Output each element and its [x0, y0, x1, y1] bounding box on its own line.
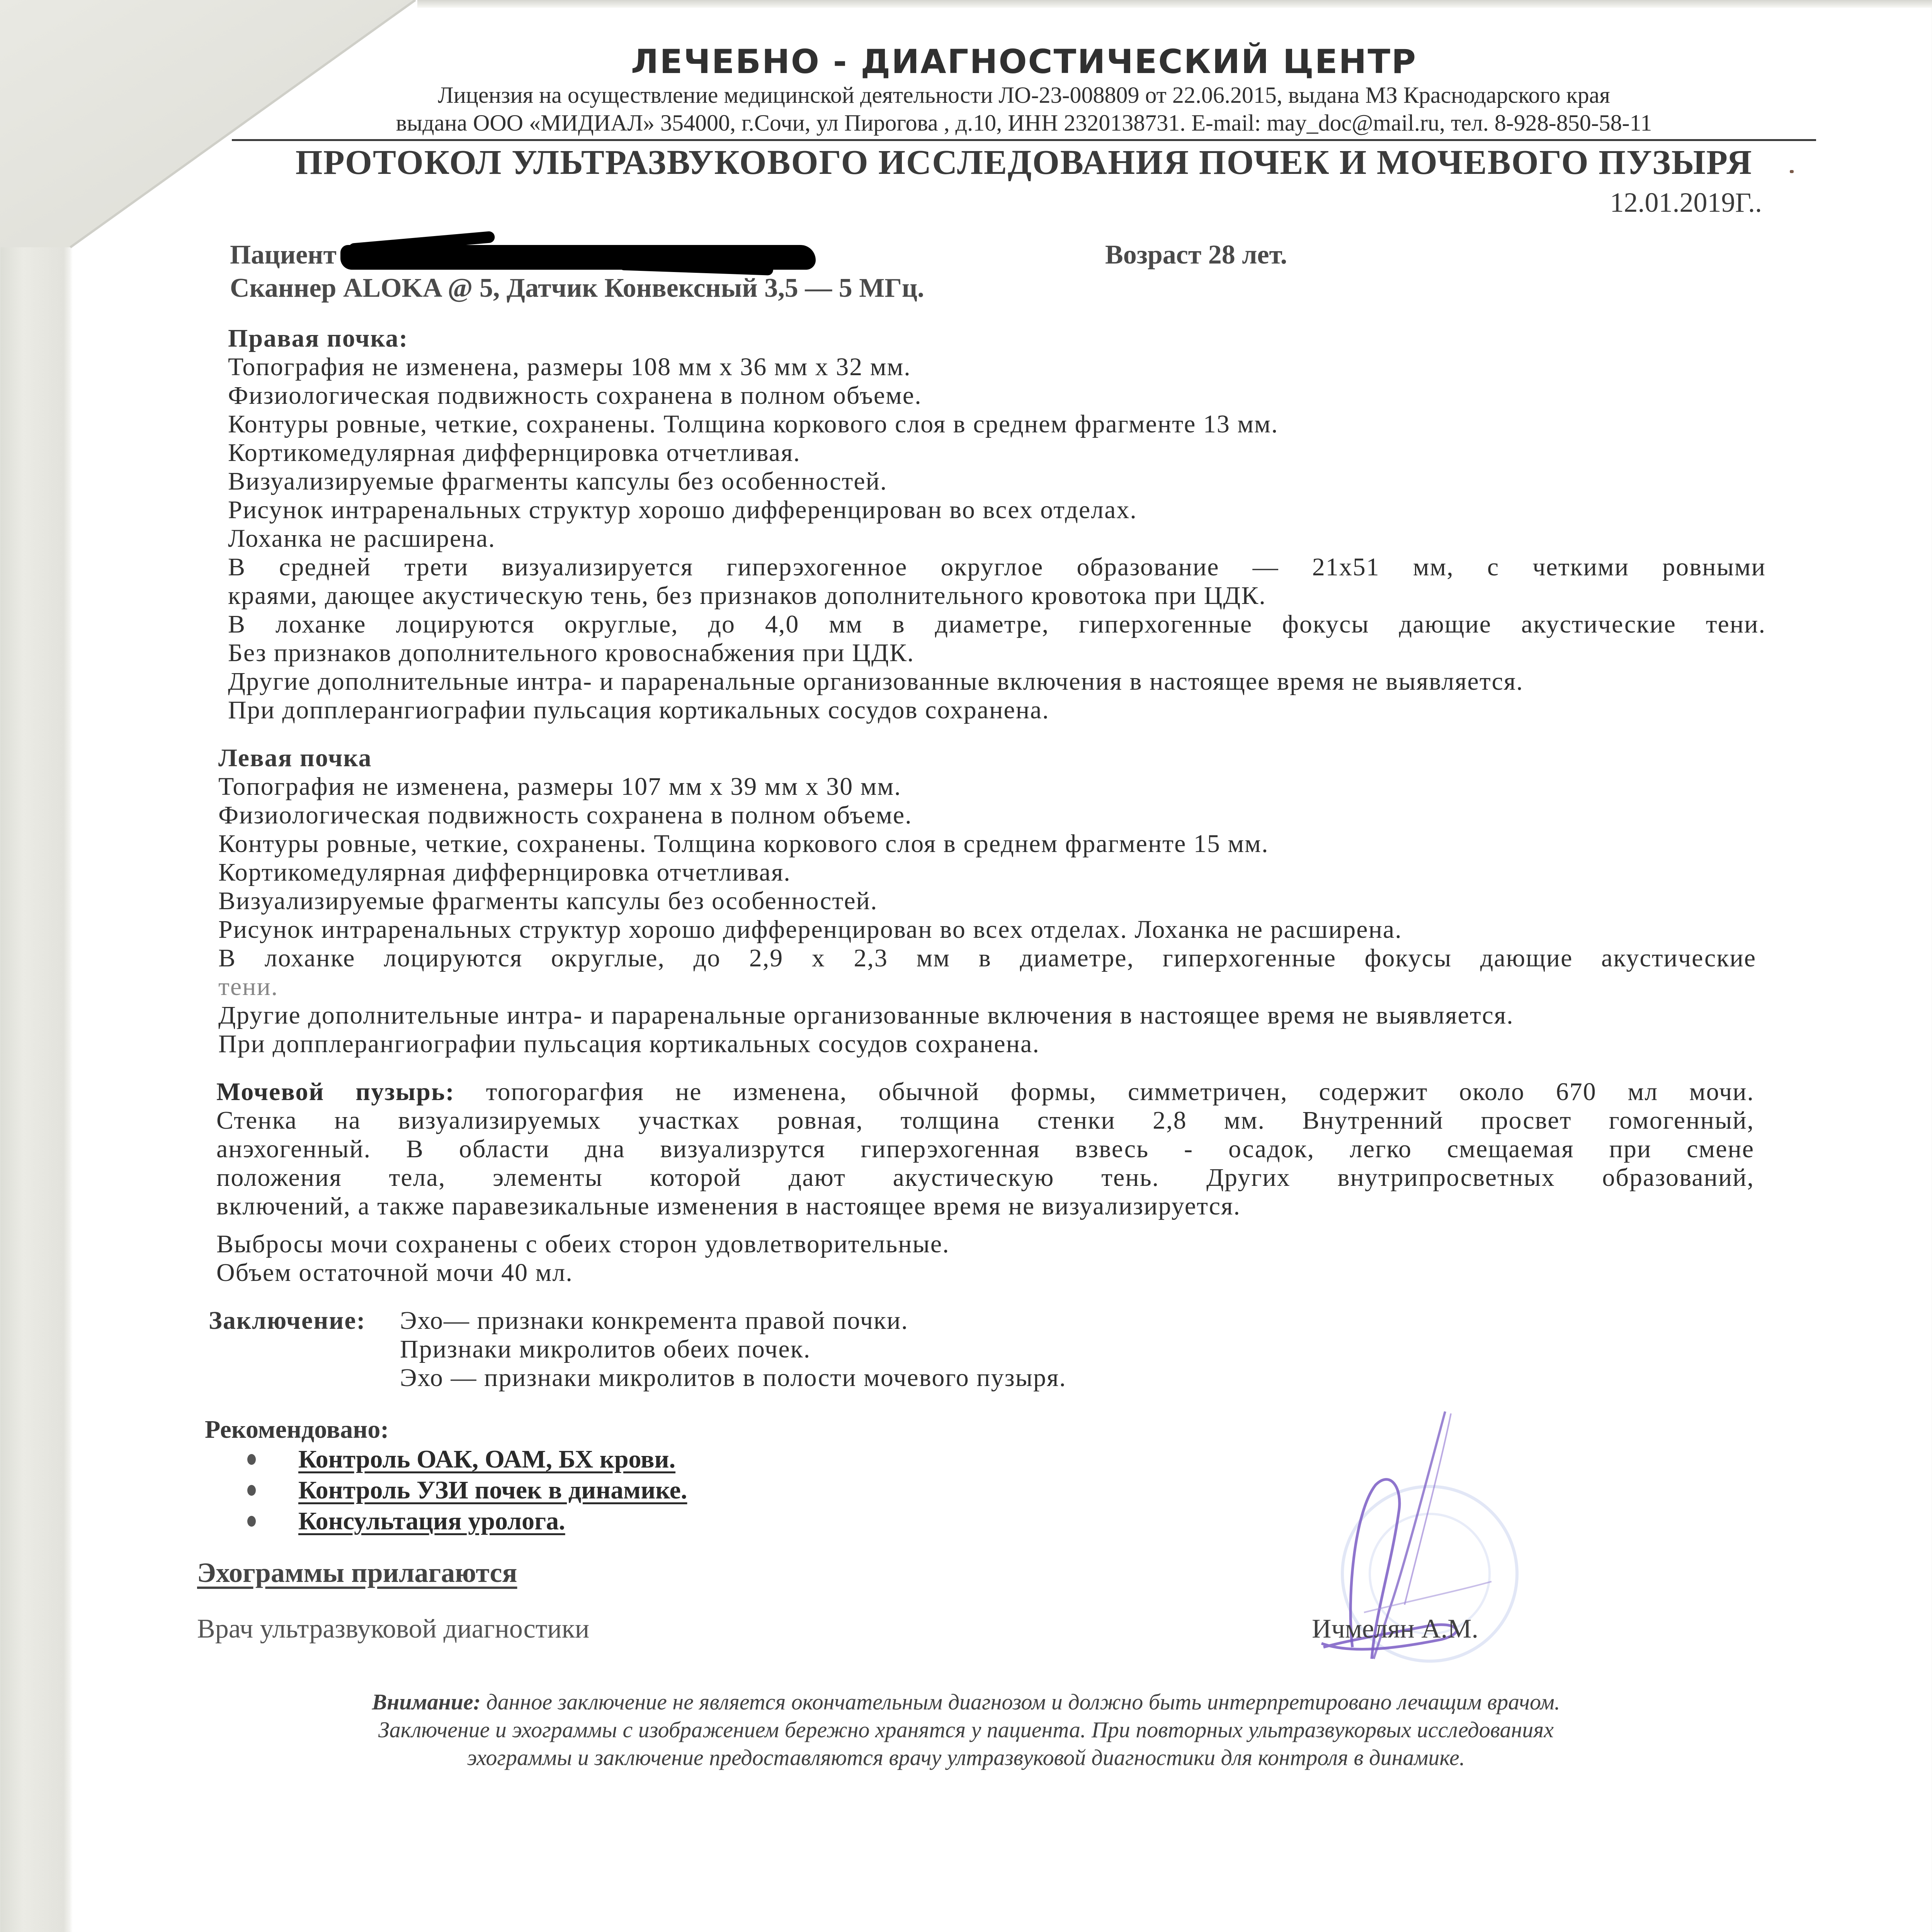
bladder-line-1-text: топогорагфия не изменена, обычной формы, симметричен, содержит около 670 мл мочи. — [454, 1078, 1754, 1106]
license-line: Лицензия на осуществление медицинской деятельности ЛО-23-008809 от 22.06.2015, выдана МЗ Краснодарского края — [438, 82, 1610, 108]
left-kidney-line: Топография не изменена, размеры 107 мм х 39 мм х 30 мм. — [218, 772, 901, 801]
recommendation-text: Контроль УЗИ почек в динамике. — [298, 1476, 687, 1504]
spacer — [216, 1221, 1754, 1230]
conclusion-label: Заключение: — [209, 1306, 366, 1335]
conclusion-section — [209, 1306, 1932, 1392]
right-kidney-line: Физиологическая подвижность сохранена в полном объеме. — [228, 381, 922, 410]
notice-line — [193, 1688, 1739, 1716]
recommendation-item — [247, 1475, 1932, 1506]
left-kidney-line: Визуализируемые фрагменты капсулы без особенностей. — [218, 887, 878, 915]
recommendation-item — [247, 1506, 1932, 1537]
issuer-line: выдана ООО «МИДИАЛ» 354000, г.Сочи, ул Пирогова , д.10, ИНН 2320138731. E-mail: may_doc@mail.ru, тел. 8-928-850-58-11 — [396, 110, 1652, 136]
bladder-line: включений, а также паравезикальные изменения в настоящее время не визуализируется. — [216, 1192, 1241, 1220]
redacted-patient-name — [340, 245, 816, 270]
bladder-heading: Мочевой пузырь: — [216, 1078, 455, 1106]
exam-date: 12.01.2019Г.. — [1610, 187, 1762, 218]
notice-block — [193, 1688, 1739, 1772]
recommendation-text: Консультация уролога. — [298, 1507, 565, 1535]
left-kidney-line: Контуры ровные, четкие, сохранены. Толщина коркового слоя в среднем фрагменте 15 мм. — [218, 830, 1269, 858]
left-kidney-line: Другие дополнительные интра- и параренальные организованные включения в настоящее время не выявляется. — [218, 1001, 1514, 1029]
right-kidney-formation-cont: краями, дающее акустическую тень, без признаков дополнительного кровотока при ЦДК. — [228, 582, 1266, 610]
notice-line: эхограммы и заключение предоставляются врачу ултразвуковой диагностики для контроля в динамике. — [467, 1745, 1465, 1770]
recommendation-item — [247, 1444, 1932, 1475]
header-divider — [232, 139, 1816, 141]
doctor-title: Врач ультразвуковой диагностики — [197, 1614, 590, 1644]
left-kidney-line: При допплерангиографии пульсация кортикальных сосудов сохранена. — [218, 1030, 1040, 1058]
paper-top-edge — [417, 0, 1932, 8]
right-kidney-section — [228, 324, 1766, 724]
doctor-signature-row — [197, 1612, 1743, 1646]
left-kidney-heading: Левая почка — [218, 744, 372, 772]
conclusion-indent — [209, 1335, 400, 1364]
right-kidney-line: Лоханка не расширена. — [228, 524, 496, 553]
echograms-attached: Эхограммы прилагаются — [197, 1557, 517, 1588]
bladder-line: положения тела, элементы которой дают акустическую тень. Других внутрипросветных образований, — [216, 1163, 1754, 1192]
bullet-icon — [247, 1454, 256, 1465]
patient-label: Пациент — [230, 240, 337, 270]
recommendations-list — [247, 1444, 1932, 1537]
right-kidney-line: При допплерангиографии пульсация кортикальных сосудов сохранена. — [228, 696, 1049, 724]
conclusion-item — [209, 1335, 1932, 1364]
bladder-line: анэхогенный. В области дна визуализрутся гиперэхогенная взвесь - осадок, легко смещаемая при смене — [216, 1135, 1754, 1163]
bladder-line — [216, 1078, 1754, 1106]
scanner-info: Сканнер ALOKA @ 5, Датчик Конвексный 3,5 — 5 МГц. — [230, 273, 924, 303]
letterhead — [193, 43, 1855, 219]
left-kidney-line: Физиологическая подвижность сохранена в полном объеме. — [218, 801, 912, 829]
left-kidney-line: Рисунок интраренальных структур хорошо дифференцирован во всех отделах. Лоханка не расширена. — [218, 915, 1402, 944]
left-kidney-foci-cont: тени. — [218, 973, 279, 1001]
urine-ejections: Выбросы мочи сохранены с обеих сторон удовлетворительные. — [216, 1230, 950, 1258]
right-kidney-line: Топография не изменена, размеры 108 мм х 36 мм х 32 мм. — [228, 353, 911, 381]
conclusion-item — [209, 1364, 1932, 1392]
bladder-section — [216, 1078, 1754, 1287]
right-kidney-line: Рисунок интраренальных структур хорошо дифференцирован во всех отделах. — [228, 496, 1137, 524]
bullet-icon — [247, 1485, 256, 1496]
notice-text: данное заключение не является окончательным диагнозом и должно быть интерпретировано лечащим врачом. — [481, 1689, 1560, 1714]
right-kidney-formation: В средней трети визуализируется гиперэхогенное округлое образование — 21х51 мм, с четкими ровными — [228, 553, 1766, 581]
notice-label: Внимание: — [372, 1689, 481, 1714]
patient-row — [230, 238, 1768, 272]
right-kidney-line: Кортикомедулярная диффернцировка отчетливая. — [228, 439, 801, 467]
residual-urine: Объем остаточной мочи 40 мл. — [216, 1259, 573, 1287]
right-kidney-foci: В лоханке лоцируются округлые, до 4,0 мм в диаметре, гиперхогенные фокусы дающие акустические тени. — [228, 610, 1766, 638]
patient-block — [230, 238, 1768, 305]
doctor-name: Ичмелян А.М. — [1312, 1614, 1479, 1644]
right-kidney-line: Другие дополнительные интра- и параренальные организованные включения в настоящее время не выявляется. — [228, 667, 1524, 696]
conclusion-item — [209, 1306, 1932, 1335]
left-kidney-section — [218, 744, 1756, 1058]
conclusion-text: Эхо— признаки конкремента правой почки. — [400, 1306, 908, 1335]
right-kidney-line: Визуализируемые фрагменты капсулы без особенностей. — [228, 467, 888, 495]
recommendation-text: Контроль ОАК, ОАМ, БХ крови. — [298, 1445, 676, 1473]
right-kidney-line: Контуры ровные, четкие, сохранены. Толщина коркового слоя в среднем фрагменте 13 мм. — [228, 410, 1279, 438]
bladder-line: Стенка на визуализируемых участках ровная, толщина стенки 2,8 мм. Внутренний просвет гомогенный, — [216, 1106, 1754, 1134]
center-name: ЛЕЧЕБНО - ДИАГНОСТИЧЕСКИЙ ЦЕНТР — [631, 43, 1417, 81]
conclusion-text: Эхо — признаки микролитов в полости мочевого пузыря. — [400, 1364, 1066, 1392]
notice-line: Заключение и эхограммы с изображением бережно хранятся у пациента. При повторных ультразвукорвых исследованиях — [378, 1717, 1554, 1742]
right-kidney-line: Без признаков дополнительного кровоснабжения при ЦДК. — [228, 639, 915, 667]
patient-age: Возраст 28 лет. — [1105, 240, 1287, 270]
protocol-title: ПРОТОКОЛ УЛЬТРАЗВУКОВОГО ИССЛЕДОВАНИЯ ПОЧЕК И МОЧЕВОГО ПУЗЫРЯ — [295, 143, 1753, 182]
left-kidney-line: Кортикомедулярная диффернцировка отчетливая. — [218, 858, 791, 886]
recommendations-label: Рекомендовано: — [205, 1415, 389, 1444]
left-kidney-foci: В лоханке лоцируются округлые, до 2,9 х 2,3 мм в диаметре, гиперхогенные фокусы дающие акустические — [218, 944, 1756, 972]
bullet-icon — [247, 1516, 256, 1527]
right-kidney-heading: Правая почка: — [228, 324, 408, 352]
conclusion-indent — [209, 1364, 400, 1392]
conclusion-text: Признаки микролитов обеих почек. — [400, 1335, 811, 1363]
